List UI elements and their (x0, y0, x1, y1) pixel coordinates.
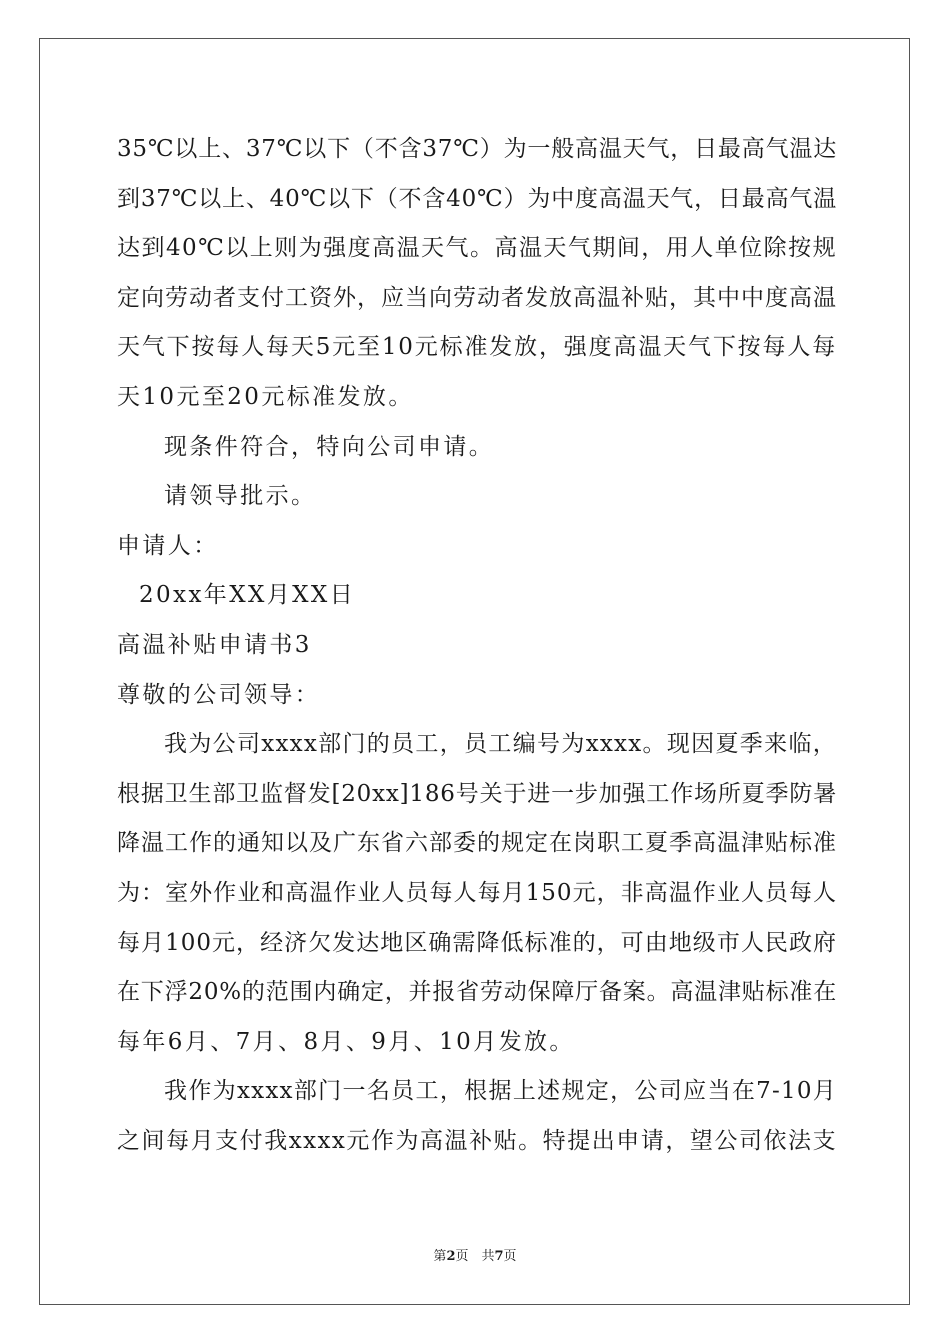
text-line: 为：室外作业和高温作业人员每人每月150元，非高温作业人员每人 (117, 879, 837, 906)
footer-mid: 页 共 (455, 1249, 495, 1264)
text-line: 到37℃以上、40℃以下（不含40℃）为中度高温天气，日最高气温 (117, 185, 837, 212)
text-line: 我作为xxxx部门一名员工，根据上述规定，公司应当在7-10月 (164, 1078, 837, 1105)
text-line: 降温工作的通知以及广东省六部委的规定在岗职工夏季高温津贴标准 (117, 830, 837, 857)
section-title: 高温补贴申请书3 (117, 631, 312, 658)
text-line: 35℃以上、37℃以下（不含37℃）为一般高温天气，日最高气温达 (117, 136, 837, 162)
footer-prefix: 第 (433, 1249, 447, 1264)
text-line: 在下浮20%的范围内确定，并报省劳动保障厅备案。高温津贴标准在 (117, 979, 837, 1006)
document-body (117, 125, 837, 1166)
applicant-label: 申请人： (117, 532, 219, 559)
text-line: 现条件符合，特向公司申请。 (164, 433, 495, 460)
text-line: 天气下按每人每天5元至10元标准发放，强度高温天气下按每人每 (117, 334, 837, 361)
text-line: 天10元至20元标准发放。 (117, 383, 414, 410)
salutation: 尊敬的公司领导： (117, 681, 321, 708)
text-line: 根据卫生部卫监督发[20xx]186号关于进一步加强工作场所夏季防暑 (117, 780, 837, 807)
text-line: 每月100元，经济欠发达地区确需降低标准的，可由地级市人民政府 (117, 929, 837, 956)
text-line: 请领导批示。 (164, 483, 317, 510)
footer-suffix: 页 (503, 1249, 517, 1264)
text-line: 每年6月、7月、8月、9月、10月发放。 (117, 1028, 575, 1055)
text-line: 我为公司xxxx部门的员工，员工编号为xxxx。现因夏季来临， (164, 731, 837, 758)
text-line: 达到40℃以上则为强度高温天气。高温天气期间，用人单位除按规 (117, 235, 837, 262)
footer-total-pages: 7 (494, 1249, 504, 1264)
date-line: 20xx年XX月XX日 (139, 582, 356, 609)
page-footer (0, 1245, 950, 1264)
footer-current-page: 2 (446, 1249, 456, 1264)
text-line: 定向劳动者支付工资外，应当向劳动者发放高温补贴，其中中度高温 (117, 284, 837, 311)
text-line: 之间每月支付我xxxx元作为高温补贴。特提出申请，望公司依法支 (117, 1127, 837, 1154)
